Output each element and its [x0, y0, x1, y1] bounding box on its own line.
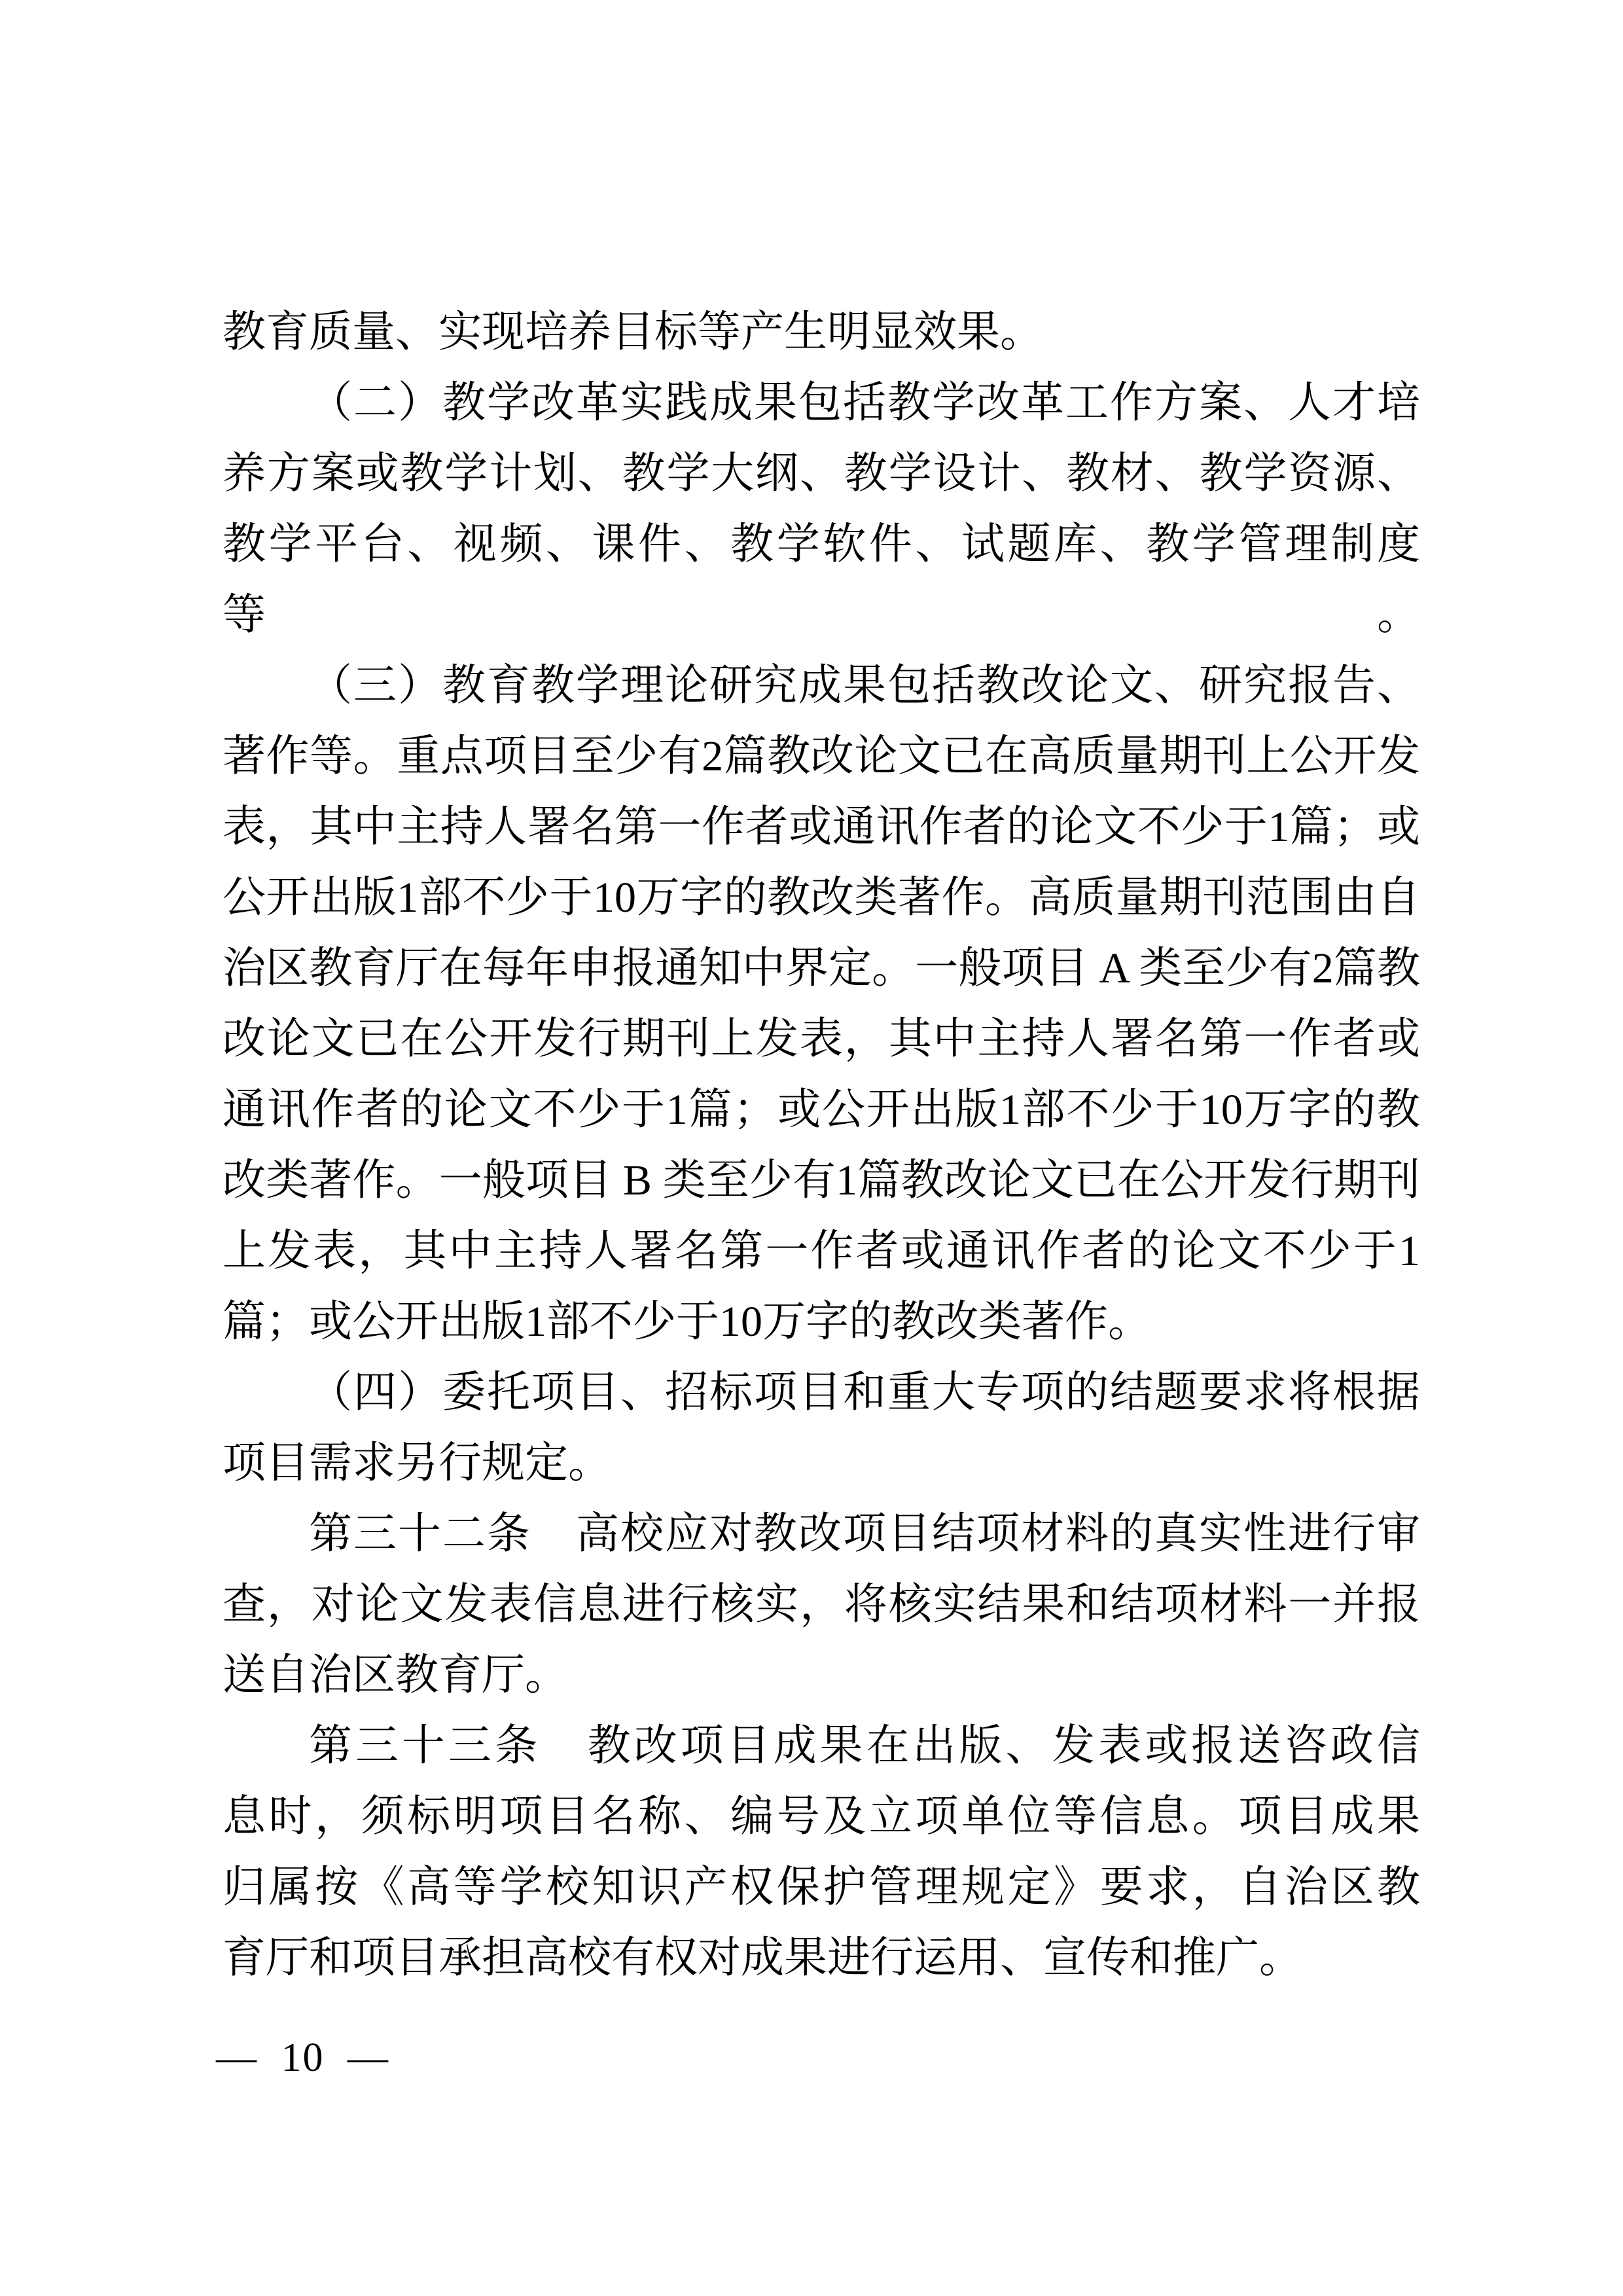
text-line: 篇；或公开出版1部不少于10万字的教改类著作。: [223, 1298, 1151, 1346]
text-line: 送自治区教育厅。: [223, 1651, 568, 1699]
text-line: 归属按《高等学校知识产权保护管理规定》要求，自治区教: [223, 1863, 1420, 1911]
text-line: 查，对论文发表信息进行核实，将核实结果和结项材料一并报: [223, 1581, 1420, 1628]
text-line: 通讯作者的论文不少于1篇；或公开出版1部不少于10万字的教: [223, 1086, 1420, 1134]
text-line: 项目需求另行规定。: [223, 1439, 611, 1487]
text-line: 教学平台、视频、课件、教学软件、试题库、教学管理制度等。: [223, 520, 1420, 639]
text-line: （二）教学改革实践成果包括教学改革工作方案、人才培: [309, 379, 1420, 427]
text-line: 第三十二条 高校应对教改项目结项材料的真实性进行审: [309, 1510, 1420, 1558]
text-line: 第三十三条 教改项目成果在出版、发表或报送咨政信: [309, 1722, 1420, 1770]
text-line: 养方案或教学计划、教学大纲、教学设计、教材、教学资源、: [223, 450, 1420, 497]
text-line: 教育质量、实现培养目标等产生明显效果。: [223, 308, 1043, 356]
text-line: 公开出版1部不少于10万字的教改类著作。高质量期刊范围由自: [223, 874, 1420, 922]
text-line: （四）委托项目、招标项目和重大专项的结题要求将根据: [309, 1369, 1420, 1416]
text-line: 息时，须标明项目名称、编号及立项单位等信息。项目成果: [223, 1793, 1420, 1840]
text-line: 治区教育厅在每年申报通知中界定。一般项目 A 类至少有2篇教: [223, 944, 1420, 992]
text-line: 改论文已在公开发行期刊上发表，其中主持人署名第一作者或: [223, 1015, 1420, 1063]
text-line: 育厅和项目承担高校有权对成果进行运用、宣传和推广。: [223, 1934, 1302, 1982]
text-line: 著作等。重点项目至少有2篇教改论文已在高质量期刊上公开发: [223, 732, 1420, 780]
text-line: 改类著作。一般项目 B 类至少有1篇教改论文已在公开发行期刊: [223, 1157, 1420, 1204]
document-body: [223, 297, 1420, 1994]
page-number: — 10 —: [216, 2036, 389, 2080]
text-line: 表，其中主持人署名第一作者或通讯作者的论文不少于1篇；或: [223, 803, 1420, 851]
text-line: （三）教育教学理论研究成果包括教改论文、研究报告、: [309, 662, 1420, 709]
text-line: 上发表，其中主持人署名第一作者或通讯作者的论文不少于1: [223, 1227, 1420, 1275]
